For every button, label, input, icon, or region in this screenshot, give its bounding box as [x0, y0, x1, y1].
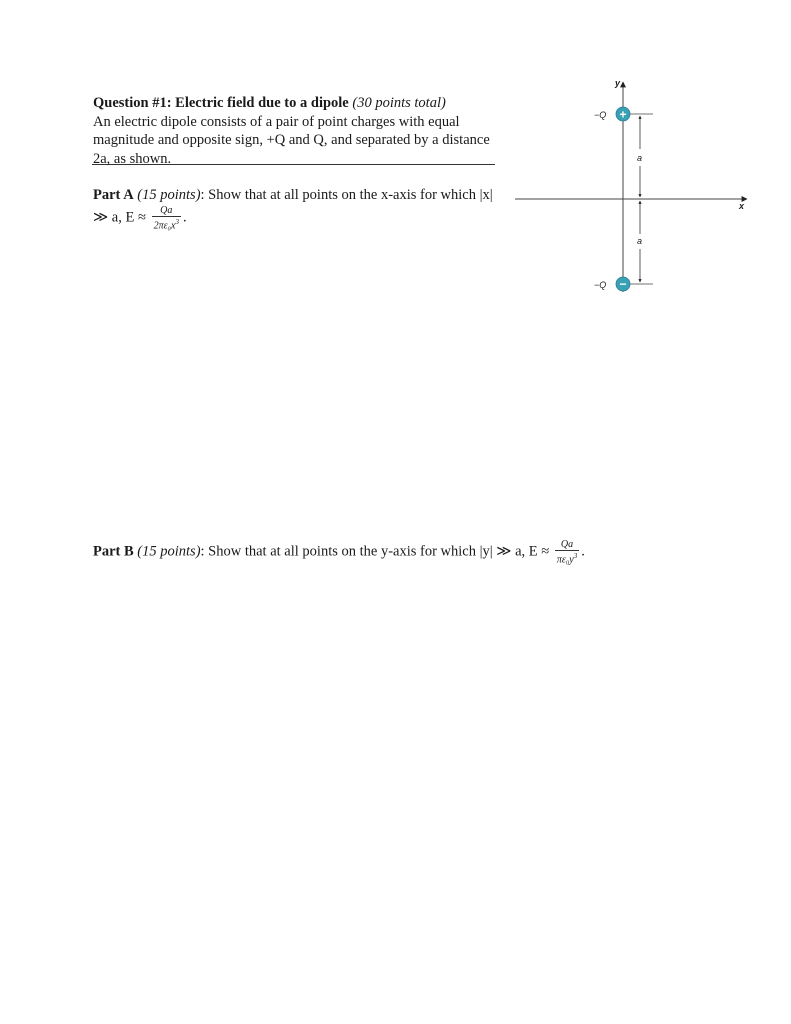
- y-axis-label: y: [615, 78, 621, 88]
- positive-charge-sign: +: [619, 107, 627, 122]
- part-a: [93, 186, 493, 231]
- bottom-charge-label: −Q: [594, 280, 607, 290]
- lower-distance-label: a: [637, 236, 643, 246]
- part-b: [93, 539, 585, 565]
- part-a-formula: [152, 205, 181, 231]
- part-a-exponent: 3: [175, 217, 179, 226]
- question-block: [93, 94, 498, 168]
- part-a-denominator: 2πε₀x: [153, 219, 176, 231]
- part-b-denominator: πε₀y: [556, 554, 574, 566]
- part-a-end: .: [182, 209, 187, 225]
- part-b-points: (15 points): [137, 543, 201, 560]
- top-charge-label: −Q: [594, 110, 607, 120]
- part-a-points: (15 points): [137, 187, 201, 203]
- question-points: (30 points total): [352, 95, 446, 111]
- x-axis-label: x: [739, 201, 745, 211]
- part-a-text: : Show that at all points on the x-axis for which |x| ≫ a, E ≈: [93, 187, 493, 225]
- part-a-label: Part A: [93, 187, 134, 203]
- part-b-text: : Show that at all points on the y-axis for which |y| ≫ a, E ≈: [200, 543, 550, 560]
- question-divider: [92, 164, 495, 165]
- part-b-numerator: Qa: [555, 539, 579, 551]
- part-b-formula: [555, 539, 579, 565]
- upper-distance-label: a: [637, 153, 643, 163]
- question-title: Question #1: Electric field due to a dipole: [93, 95, 349, 111]
- question-description: An electric dipole consists of a pair of point charges with equal magnitude and opposite sign, +Q and Q, and separated by a distance 2a, as shown.: [93, 113, 490, 167]
- part-b-label: Part B: [93, 543, 134, 560]
- part-b-exponent: 3: [573, 552, 578, 560]
- negative-charge-sign: −: [619, 277, 627, 291]
- dipole-diagram: [510, 72, 760, 297]
- part-a-numerator: Qa: [152, 205, 181, 217]
- dipole-figure: [510, 72, 760, 297]
- part-b-end: .: [581, 543, 585, 560]
